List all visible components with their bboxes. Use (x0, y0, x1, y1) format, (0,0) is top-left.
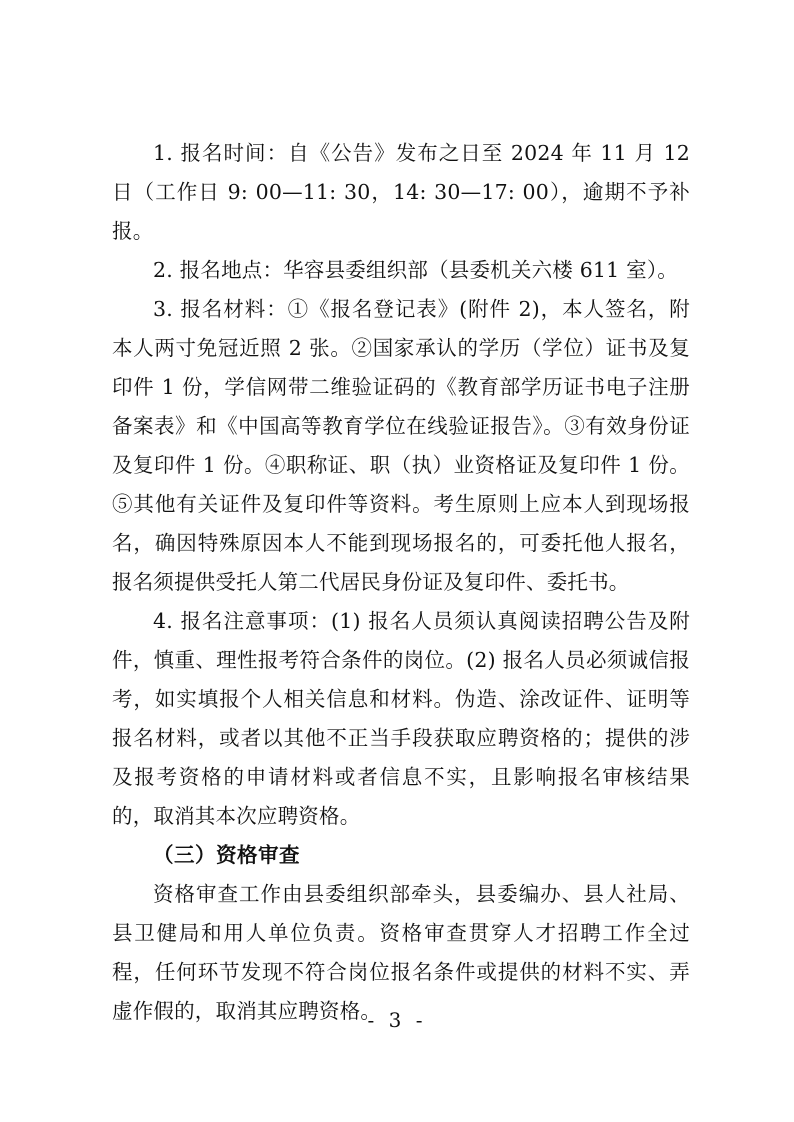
document-body (112, 134, 690, 1031)
paragraph-registration-notes: 4. 报名注意事项：(1) 报名人员须认真阅读招聘公告及附件，慎重、理性报考符合条件的岗位。(2) 报名人员必须诚信报考，如实填报个人相关信息和材料。伪造、涂改证件、证明等报名材料，或者以其他不正当手段获取应聘资格的；提供的涉及报考资格的申请材料或者信息不实，且影响报名审核结果的，取消其本次应聘资格。 (112, 609, 690, 828)
page-number: - 3 - (367, 1008, 427, 1032)
section-heading-qualification-review: （三）资格审查 (153, 843, 300, 867)
paragraph-qualification-review: 资格审查工作由县委组织部牵头，县委编办、县人社局、县卫健局和用人单位负责。资格审查贯穿人才招聘工作全过程，任何环节发现不符合岗位报名条件或提供的材料不实、弄虚作假的，取消其应聘资格。 (112, 882, 690, 1023)
paragraph-registration-materials: 3. 报名材料：①《报名登记表》(附件 2)，本人签名，附本人两寸免冠近照 2 张。②国家承认的学历（学位）证书及复印件 1 份，学信网带二维验证码的《教育部学历证书电子注册备案表》和《中国高等教育学位在线验证报告》。③有效身份证及复印件 1 份。④职称证、职（执）业资格证及复印件 1 份。⑤其他有关证件及复印件等资料。考生原则上应本人到现场报名，确因特殊原因本人不能到现场报名的，可委托他人报名，报名须提供受托人第二代居民身份证及复印件、委托书。 (112, 297, 690, 594)
paragraph-registration-time: 1. 报名时间：自《公告》发布之日至 2024 年 11 月 12 日（工作日 9: 00—11: 30，14: 30—17: 00），逾期不予补报。 (112, 141, 690, 243)
paragraph-registration-location: 2. 报名地点：华容县委组织部（县委机关六楼 611 室）。 (153, 258, 678, 282)
